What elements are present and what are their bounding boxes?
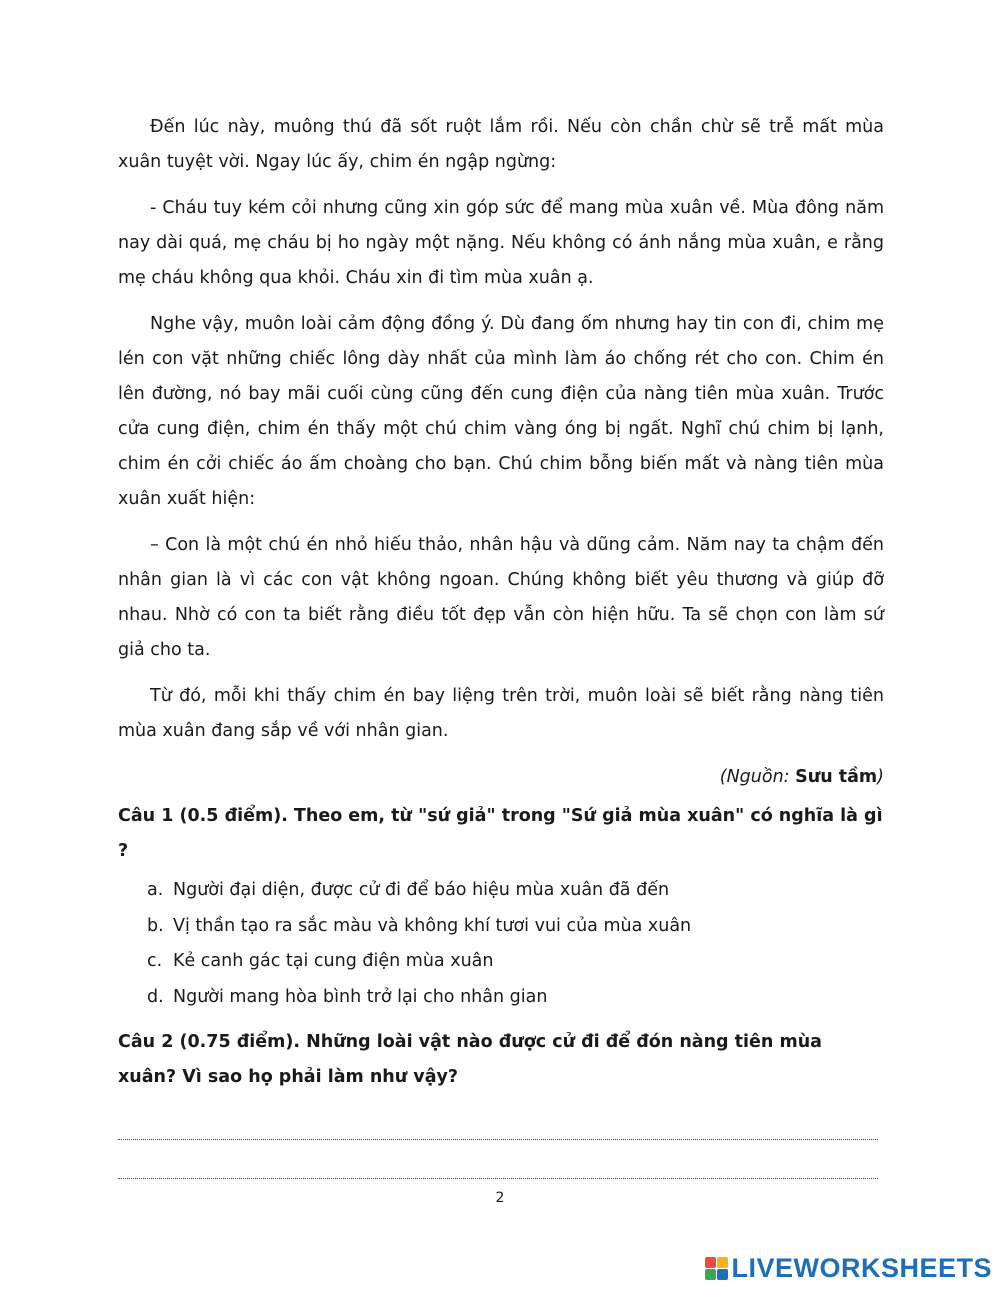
answer-line-1[interactable]: [118, 1115, 878, 1140]
logo-square-yellow: [717, 1257, 728, 1268]
question-1-option-c[interactable]: [147, 944, 884, 980]
option-text: Kẻ canh gác tại cung điện mùa xuân: [173, 951, 494, 971]
question-1-option-a[interactable]: [147, 873, 884, 909]
page-number: 2: [495, 1190, 505, 1206]
source-value: Sưu tầm: [795, 767, 878, 787]
source-citation: [118, 760, 884, 795]
question-1-options: [118, 873, 884, 1015]
story-paragraph-3: Nghe vậy, muôn loài cảm động đồng ý. Dù đang ốm nhưng hay tin con đi, chim mẹ lén con vặt những chiếc lông dày nhất của mình làm áo chống rét cho con. Chim én lên đường, nó bay mãi cuối cùng cũng đến cung điện của nàng tiên mùa xuân. Trước cửa cung điện, chim én thấy một chú chim vàng óng bị ngất. Nghĩ chú chim bị lạnh, chim én cởi chiếc áo ấm choàng cho bạn. Chú chim bỗng biến mất và nàng tiên mùa xuân xuất hiện:: [118, 314, 884, 509]
question-1-option-d[interactable]: [147, 980, 884, 1016]
logo-square-blue: [717, 1269, 728, 1280]
option-letter: b.: [147, 915, 164, 936]
logo-square-red: [705, 1257, 716, 1268]
option-letter: d.: [147, 986, 164, 1007]
liveworksheets-wordmark: LIVEWORKSHEETS: [731, 1253, 992, 1283]
logo-square-green: [705, 1269, 716, 1280]
story-paragraph-4: – Con là một chú én nhỏ hiếu thảo, nhân hậu và dũng cảm. Năm nay ta chậm đến nhân gian là vì các con vật không ngoan. Chúng không biết yêu thương và giúp đỡ nhau. Nhờ có con ta biết rằng điều tốt đẹp vẫn còn hiện hữu. Ta sẽ chọn con làm sứ giả cho ta.: [118, 535, 884, 660]
liveworksheets-logo-icon: [705, 1257, 728, 1280]
option-text: Người mang hòa bình trở lại cho nhân gian: [173, 986, 548, 1007]
story-paragraph-5: Từ đó, mỗi khi thấy chim én bay liệng trên trời, muôn loài sẽ biết rằng nàng tiên mùa xuân đang sắp về với nhân gian.: [118, 686, 884, 741]
answer-line-2[interactable]: [118, 1154, 878, 1179]
option-text: Vị thần tạo ra sắc màu và không khí tươi vui của mùa xuân: [173, 915, 692, 936]
source-open-paren: (: [719, 767, 727, 787]
option-text: Người đại diện, được cử đi để báo hiệu mùa xuân đã đến: [173, 880, 670, 900]
question-1-option-b[interactable]: [147, 909, 884, 945]
worksheet-page: [118, 110, 884, 1179]
option-letter: a.: [147, 880, 164, 900]
source-close-paren: ): [877, 767, 884, 787]
option-letter: c.: [147, 951, 163, 971]
liveworksheets-logo: [705, 1253, 992, 1284]
question-1-text: Câu 1 (0.5 điểm). Theo em, từ "sứ giả" trong "Sứ giả mùa xuân" có nghĩa là gì ?: [118, 806, 883, 861]
question-2-text: Câu 2 (0.75 điểm). Những loài vật nào được cử đi để đón nàng tiên mùa xuân? Vì sao họ phải làm như vậy?: [118, 1032, 822, 1087]
source-label: Nguồn:: [726, 767, 796, 787]
story-paragraph-2: - Cháu tuy kém cỏi nhưng cũng xin góp sức để mang mùa xuân về. Mùa đông năm nay dài quá, mẹ cháu bị ho ngày một nặng. Nếu không có ánh nắng mùa xuân, e rằng mẹ cháu không qua khỏi. Cháu xin đi tìm mùa xuân ạ.: [118, 198, 884, 288]
story-paragraph-1: Đến lúc này, muông thú đã sốt ruột lắm rồi. Nếu còn chần chừ sẽ trễ mất mùa xuân tuyệt vời. Ngay lúc ấy, chim én ngập ngừng:: [118, 117, 884, 172]
